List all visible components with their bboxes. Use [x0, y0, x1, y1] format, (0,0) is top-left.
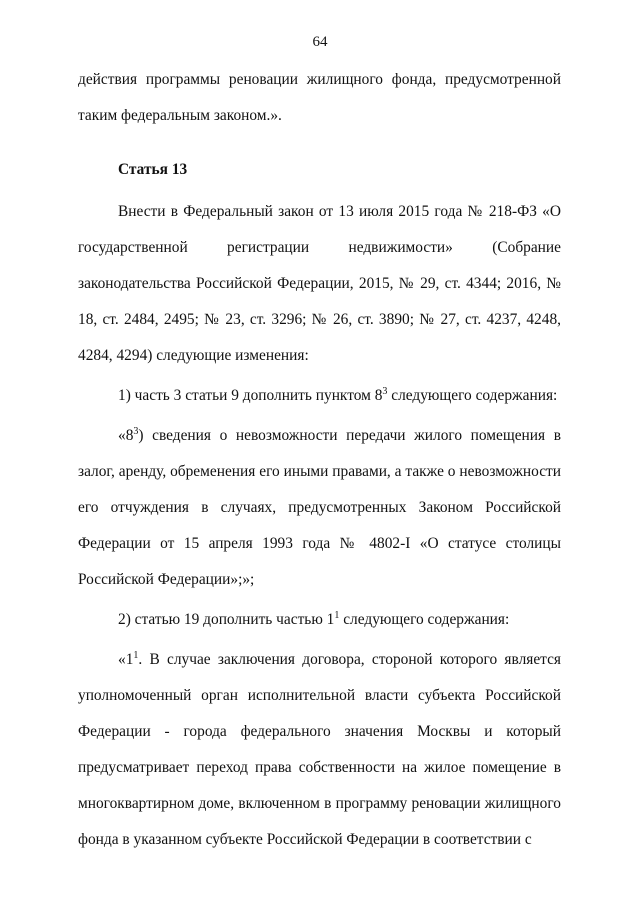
paragraph-item-1 [78, 378, 561, 414]
paragraph-part-1-1 [78, 642, 561, 858]
part-1-1-superscript: 1 [133, 650, 139, 661]
item-8-3-superscript: 3 [133, 426, 139, 437]
item-2-text-before: 2) статью 19 дополнить частью 1 [118, 611, 335, 628]
part-1-1-text-before: «1 [118, 651, 134, 668]
paragraph-continuation: действия программы реновации жилищного фонда, предусмотренной таким федеральным законом.». [78, 71, 561, 124]
item-1-text-after: следующего содержания: [387, 387, 558, 404]
paragraph-item-8-3 [78, 418, 561, 598]
item-2-superscript: 1 [334, 610, 340, 621]
page-number: 64 [312, 34, 328, 50]
paragraph-item-2 [78, 602, 561, 638]
item-1-superscript: 3 [382, 386, 388, 397]
part-1-1-text-after: . В случае заключения договора, стороной которого является уполномоченный орган исполнительной власти субъекта Российской Федерации - города федерального значения Москвы и который предусматривает переход права собственности на жилое помещение в многоквартирном доме, включенном в программу реновации жилищного фонда в указанном субъекте Российской Федерации в соответствии с [78, 651, 561, 848]
document-body [78, 62, 561, 858]
item-8-3-text-after: ) сведения о невозможности передачи жилого помещения в залог, аренду, обременения его иными правами, а также о невозможности его отчуждения в случаях, предусмотренных Законом Российской Федерации от 15 апреля 1993 года № 4802-I «О статусе столицы Российской Федерации»;»; [78, 427, 561, 588]
item-1-text-before: 1) часть 3 статьи 9 дополнить пунктом 8 [118, 387, 383, 404]
item-2-text-after: следующего содержания: [339, 611, 510, 628]
paragraph-amendment-intro: Внести в Федеральный закон от 13 июля 2015 года № 218-ФЗ «О государственной регистрации недвижимости» (Собрание законодательства Российской Федерации, 2015, № 29, ст. 4344; 2016, № 18, ст. 2484, 2495; № 23, ст. 3296; № 26, ст. 3890; № 27, ст. 4237, 4248, 4284, 4294) следующие изменения: [78, 203, 561, 364]
item-8-3-text-before: «8 [118, 427, 134, 444]
article-heading: Статья 13 [118, 161, 188, 178]
